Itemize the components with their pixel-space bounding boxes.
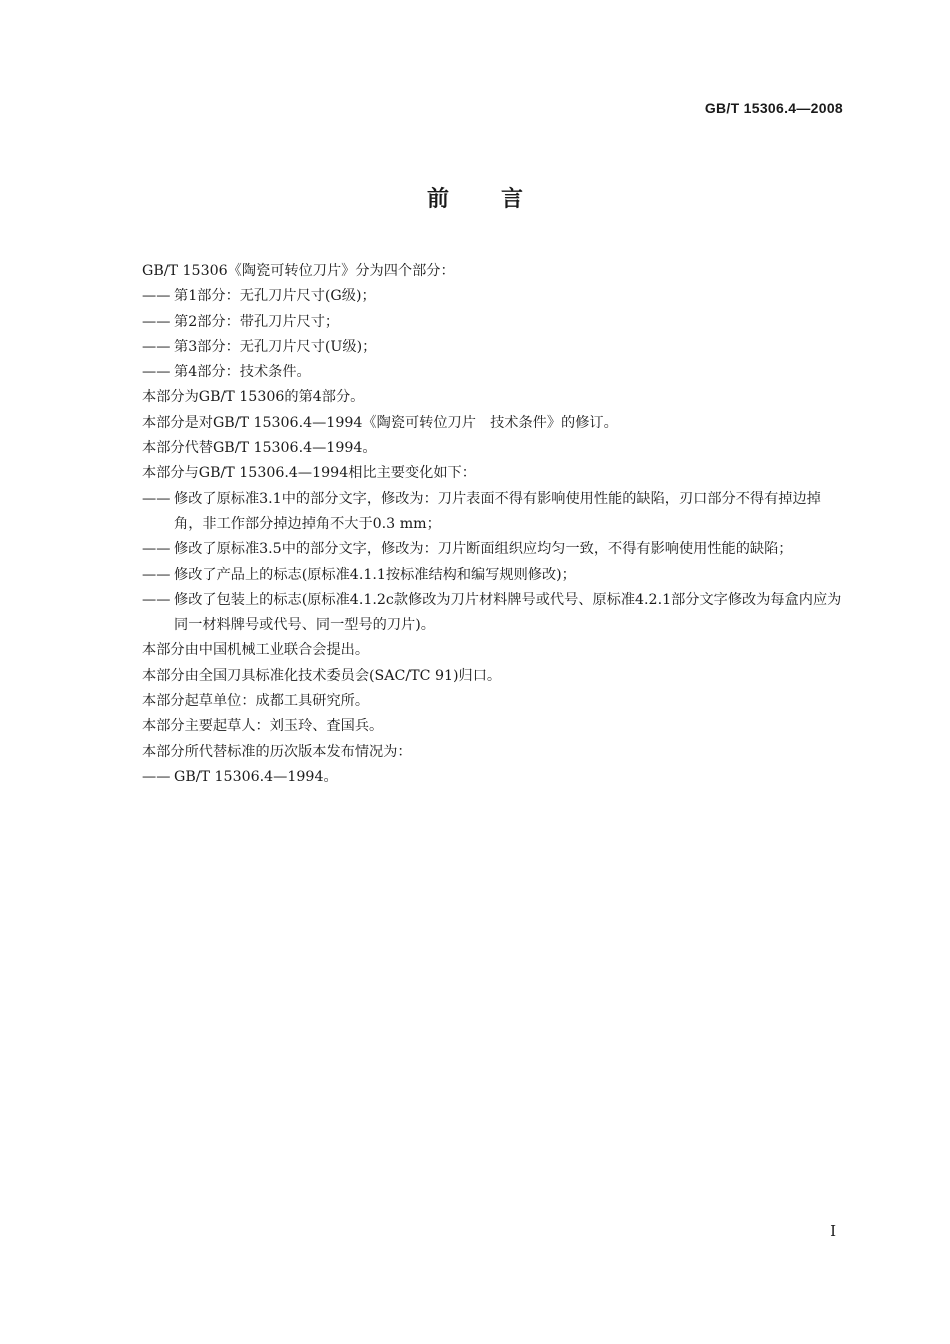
- list-item: [142, 310, 844, 335]
- paragraph: 本部分主要起草人：刘玉玲、査国兵。: [142, 718, 384, 735]
- paragraph: 本部分由中国机械工业联合会提出。: [142, 642, 370, 659]
- list-item-text: 第1部分：无孔刀片尺寸(G级)；: [174, 288, 376, 305]
- paragraph: 本部分与GB/T 15306.4—1994相比主要变化如下：: [142, 465, 476, 482]
- list-item-text: 修改了包装上的标志(原标准4.1.2c款修改为刀片材料牌号或代号、原标准4.2.1部分文字修改为每盒内应为同一材料牌号或代号、同一型号的刀片)。: [174, 591, 842, 634]
- intro-paragraph: GB/T 15306《陶瓷可转位刀片》分为四个部分：: [142, 263, 455, 279]
- paragraph: 本部分为GB/T 15306的第4部分。: [142, 389, 365, 406]
- list-item-text: 第4部分：技术条件。: [174, 364, 311, 381]
- dash-mark: ——: [142, 338, 171, 355]
- list-item: [142, 588, 844, 639]
- list-item: [142, 335, 844, 360]
- list-item: [142, 360, 844, 385]
- paragraph: 本部分是对GB/T 15306.4—1994《陶瓷可转位刀片 技术条件》的修订。: [142, 414, 618, 431]
- dash-mark: ——: [142, 591, 171, 608]
- list-item-text: 第2部分：带孔刀片尺寸；: [174, 313, 340, 330]
- list-item: [142, 765, 844, 790]
- paragraph: 本部分起草单位：成都工具研究所。: [142, 693, 370, 710]
- list-item: [142, 563, 844, 588]
- list-item: [142, 487, 844, 538]
- paragraph: 本部分由全国刀具标准化技术委员会(SAC/TC 91)归口。: [142, 667, 502, 684]
- list-item: [142, 537, 844, 562]
- dash-mark: ——: [142, 490, 171, 507]
- list-item-text: 修改了产品上的标志(原标准4.1.1按标准结构和编写规则修改)；: [174, 566, 576, 583]
- paragraph: 本部分代替GB/T 15306.4—1994。: [142, 440, 377, 457]
- list-item: [142, 284, 844, 309]
- dash-mark: ——: [142, 541, 171, 558]
- list-item-text: 修改了原标准3.5中的部分文字，修改为：刀片断面组织应均匀一致，不得有影响使用性能的缺陷；: [174, 541, 793, 558]
- standard-code-header: GB/T 15306.4—2008: [704, 100, 843, 116]
- dash-mark: ——: [142, 313, 171, 330]
- dash-mark: ——: [142, 768, 171, 785]
- paragraph: 本部分所代替标准的历次版本发布情况为：: [142, 743, 412, 760]
- dash-mark: ——: [142, 364, 171, 381]
- page-number: I: [830, 1222, 836, 1240]
- list-item-text: GB/T 15306.4—1994。: [174, 768, 338, 785]
- list-item-text: 第3部分：无孔刀片尺寸(U级)；: [174, 338, 377, 355]
- dash-mark: ——: [142, 566, 171, 583]
- list-item-text: 修改了原标准3.1中的部分文字，修改为：刀片表面不得有影响使用性能的缺陷，刃口部分不得有掉边掉角，非工作部分掉边掉角不大于0.3 mm；: [174, 490, 821, 532]
- page-title: 前言: [426, 187, 575, 212]
- document-body: [142, 259, 844, 790]
- dash-mark: ——: [142, 288, 171, 305]
